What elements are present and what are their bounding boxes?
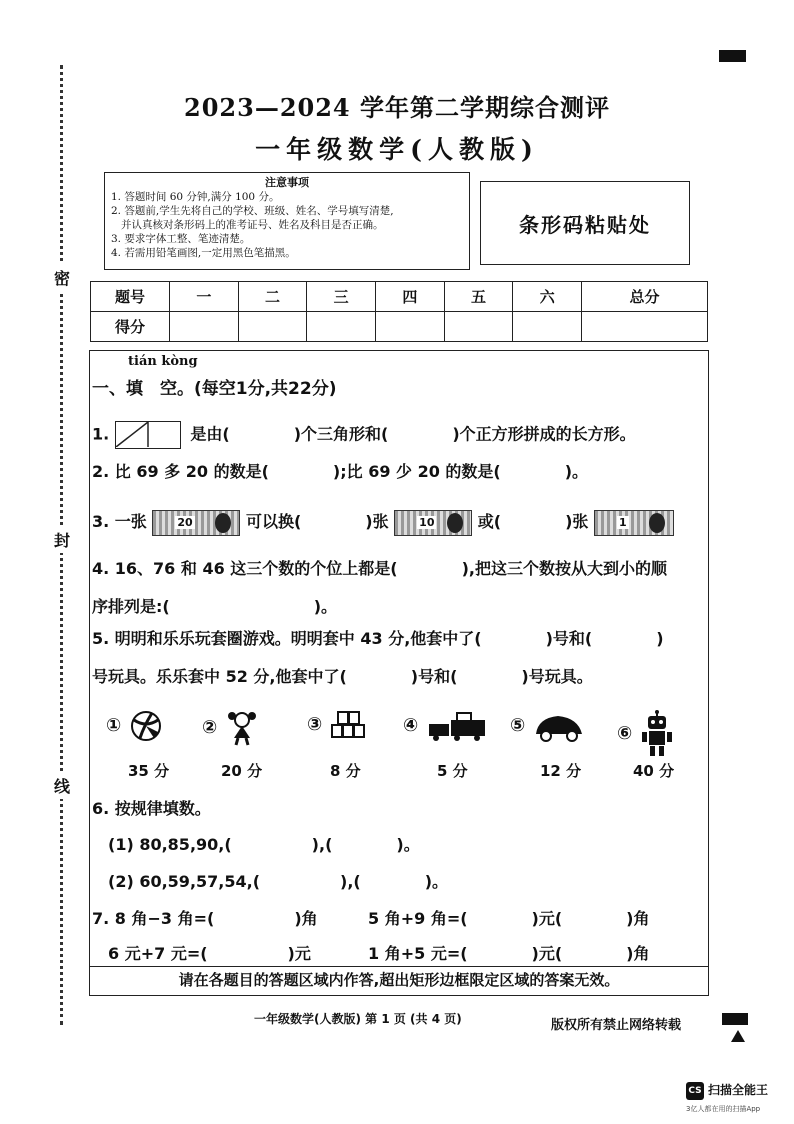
score-input-cell[interactable] xyxy=(170,312,239,342)
score-input-cell[interactable] xyxy=(444,312,513,342)
section-title: 一、填 空。(每空1分,共22分) xyxy=(92,379,337,399)
camscanner-slogan: 3亿人都在用的扫描App xyxy=(686,1105,761,1113)
banknote-10-icon xyxy=(394,510,472,536)
camscanner-name: 扫描全能王 xyxy=(708,1083,769,1097)
question-4-line-1: 4. 16、76 和 46 这三个数的个位上都是( ),把这三个数按从大到小的顺 xyxy=(92,559,667,578)
question-5-line-2: 号玩具。乐乐套中 52 分,他套中了( )号和( )号玩具。 xyxy=(92,667,593,686)
seal-char-mi: 密 xyxy=(54,264,70,291)
answer-area-note: 请在各题目的答题区域内作答,超出矩形边框限定区域的答案无效。 xyxy=(178,971,620,989)
toy-3 xyxy=(307,710,365,740)
score-input-cell[interactable] xyxy=(513,312,582,342)
score-input-cell[interactable] xyxy=(307,312,376,342)
toy-price: 20 分 xyxy=(221,762,263,780)
question-3-lead: 3. 一张 xyxy=(92,512,147,531)
question-7-a: 7. 8 角−3 角=( )角 xyxy=(92,909,318,928)
banknote-denomination: 20 xyxy=(177,515,193,529)
robot-icon xyxy=(641,710,673,758)
question-4-line-2: 序排列是:( )。 xyxy=(92,597,338,616)
question-1 xyxy=(92,421,636,449)
toy-4 xyxy=(403,710,489,742)
question-6-2: (2) 60,59,57,54,( ),( )。 xyxy=(108,872,449,891)
score-input-cell[interactable] xyxy=(238,312,307,342)
toy-number: ④ xyxy=(403,715,419,736)
toy-1 xyxy=(106,710,162,742)
question-3 xyxy=(92,509,674,536)
banknote-20-icon xyxy=(152,510,240,536)
score-header-cell: 一 xyxy=(170,282,239,312)
toy-6 xyxy=(617,710,673,758)
score-row-label: 得分 xyxy=(91,312,170,342)
notes-heading: 注意事项 xyxy=(265,176,309,189)
score-header-cell: 题号 xyxy=(91,282,170,312)
score-input-cell[interactable] xyxy=(582,312,708,342)
score-header-cell: 四 xyxy=(376,282,445,312)
notes-item: 1. 答题时间 60 分钟,满分 100 分。 xyxy=(111,191,280,203)
camscanner-logo-icon: CS xyxy=(686,1082,704,1100)
score-header-cell: 三 xyxy=(307,282,376,312)
notes-item: 4. 若需用铅笔画图,一定用黑色笔描黑。 xyxy=(111,247,296,259)
pinyin-annotation: tián kòng xyxy=(128,354,198,369)
score-table xyxy=(90,281,708,342)
question-6: 6. 按规律填数。 xyxy=(92,799,211,818)
question-1-text: 是由( )个三角形和( )个正方形拼成的长方形。 xyxy=(190,424,636,444)
blocks-icon xyxy=(331,710,365,740)
toy-price: 40 分 xyxy=(633,762,675,780)
toy-price: 35 分 xyxy=(128,762,170,780)
seal-char-xian: 线 xyxy=(54,772,70,799)
exam-subtitle: 一年级数学(人教版) xyxy=(255,135,539,164)
banknote-denomination: 1 xyxy=(618,515,627,529)
score-header-cell: 二 xyxy=(238,282,307,312)
car-icon xyxy=(534,710,584,742)
doll-icon xyxy=(226,710,258,746)
registration-mark-top xyxy=(719,50,746,62)
banknote-denomination: 10 xyxy=(419,515,435,529)
page-number: 一年级数学(人教版) 第 1 页 (共 4 页) xyxy=(254,1012,462,1026)
notes-box xyxy=(104,172,470,270)
question-6-1: (1) 80,85,90,( ),( )。 xyxy=(108,835,420,854)
triangle-mark-icon xyxy=(731,1030,745,1042)
seal-char-feng: 封 xyxy=(54,526,70,553)
question-7-d: 1 角+5 元=( )元( )角 xyxy=(368,944,650,963)
score-header-cell: 六 xyxy=(513,282,582,312)
toy-number: ③ xyxy=(307,714,323,735)
notes-item: 3. 要求字体工整、笔迹清楚。 xyxy=(111,233,251,245)
exam-title: 2023—2024 学年第二学期综合测评 xyxy=(184,93,610,122)
ball-icon xyxy=(130,710,162,742)
question-2: 2. 比 69 多 20 的数是( );比 69 少 20 的数是( )。 xyxy=(92,462,589,481)
question-3-mid: 可以换( )张 xyxy=(245,512,389,531)
registration-mark-bottom xyxy=(722,1013,748,1025)
toy-number: ② xyxy=(202,717,218,738)
rectangle-figure-icon xyxy=(115,421,181,449)
question-5-line-1: 5. 明明和乐乐玩套圈游戏。明明套中 43 分,他套中了( )号和( ) xyxy=(92,629,664,648)
question-7-b: 5 角+9 角=( )元( )角 xyxy=(368,909,650,928)
toy-price: 8 分 xyxy=(330,762,361,780)
toy-price: 12 分 xyxy=(540,762,582,780)
answer-area-divider xyxy=(90,966,708,967)
train-icon xyxy=(427,710,489,742)
question-1-number: 1. xyxy=(92,424,110,444)
toy-5 xyxy=(510,710,584,742)
banknote-1-icon xyxy=(594,510,674,536)
barcode-area: 条形码粘贴处 xyxy=(480,181,690,265)
question-7-c: 6 元+7 元=( )元 xyxy=(108,944,311,963)
notes-item: 2. 答题前,学生先将自己的学校、班级、姓名、学号填写清楚, xyxy=(111,205,394,217)
score-header-cell: 五 xyxy=(444,282,513,312)
score-header-cell: 总分 xyxy=(582,282,708,312)
toy-price: 5 分 xyxy=(437,762,468,780)
score-input-cell[interactable] xyxy=(376,312,445,342)
toy-number: ⑥ xyxy=(617,723,633,744)
toy-2 xyxy=(202,710,258,746)
toy-number: ① xyxy=(106,715,122,736)
toy-number: ⑤ xyxy=(510,715,526,736)
copyright-notice: 版权所有禁止网络转载 xyxy=(551,1018,682,1033)
notes-item: 并认真核对条形码上的准考证号、姓名及科目是否正确。 xyxy=(121,219,384,231)
question-3-or: 或( )张 xyxy=(477,512,589,531)
